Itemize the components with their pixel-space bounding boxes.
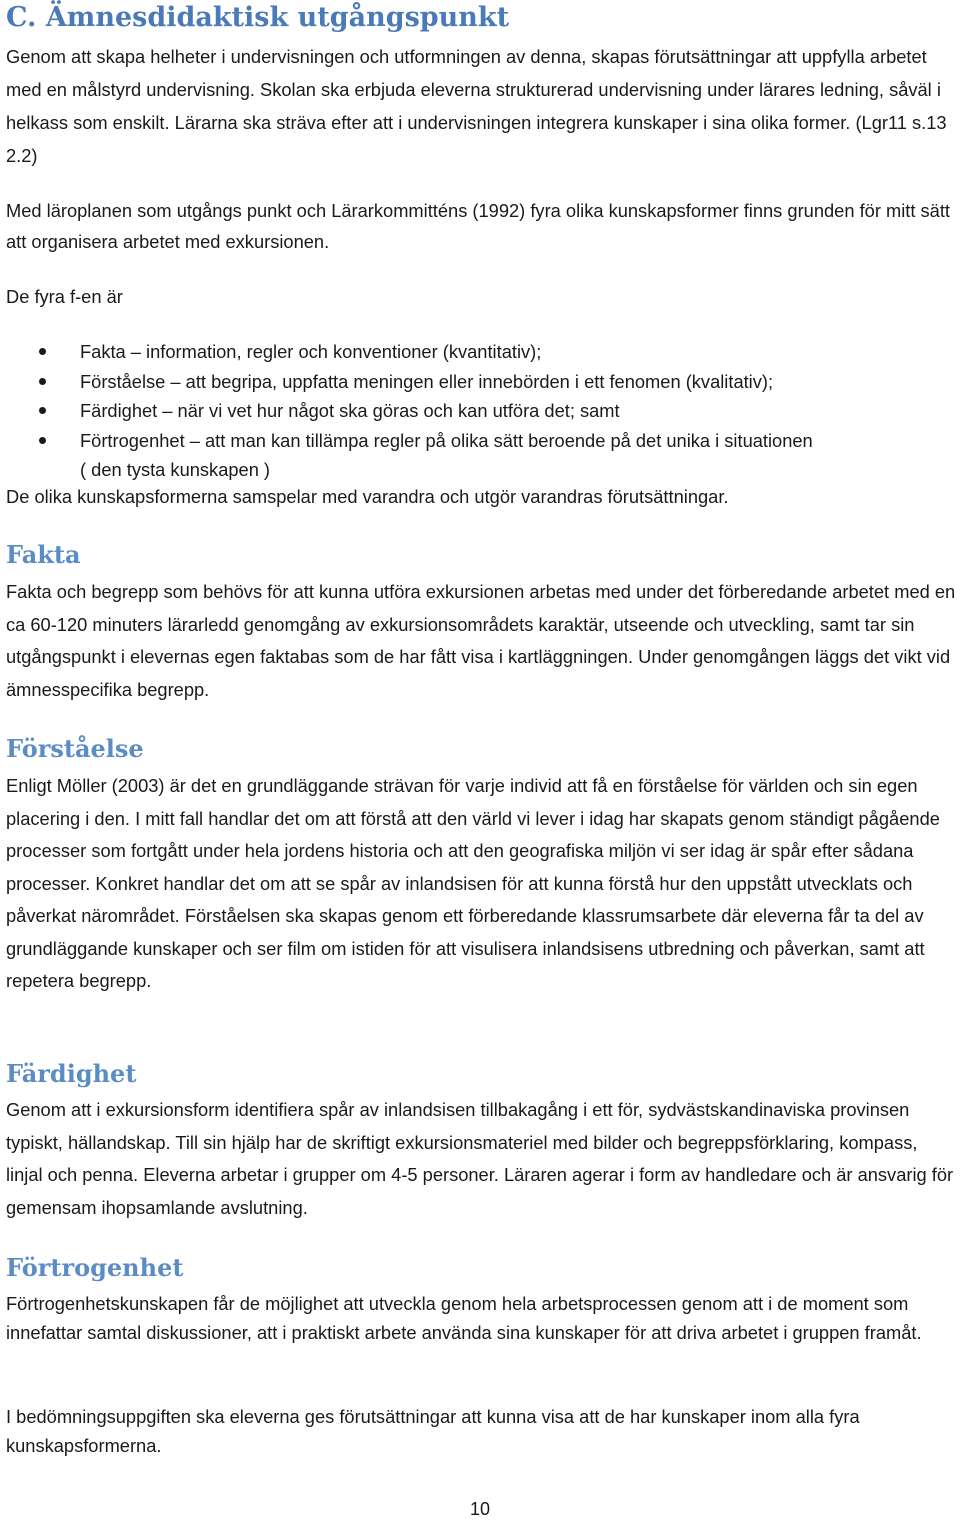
section-body-fortrogenhet: Förtrogenhetskunskapen får de möjlighet att utveckla genom hela arbetsprocessen genom att i de moment som innefattar samtal diskussioner, att i praktiskt arbete använda sina kunskaper för att driva arbetet i gruppen framåt. [6,1293,922,1343]
list-item [0,337,960,367]
bullet-icon [39,378,46,385]
list-item [0,396,960,426]
list-item-text: Fakta – information, regler och konventioner (kvantitativ); [80,341,542,362]
list-item [0,367,960,397]
curriculum-paragraph: Med läroplanen som utgångs punkt och Lärarkommitténs (1992) fyra olika kunskapsformer finns grunden för mitt sätt att organisera arbetet med exkursionen. [6,200,950,252]
bullet-icon [39,407,46,414]
section-title-fortrogenhet: Förtrogenhet [6,1253,184,1282]
list-item-text: Förtrogenhet – att man kan tillämpa regler på olika sätt beroende på det unika i situationen [80,429,813,451]
section-title-forstaelse: Förståelse [6,734,144,763]
section-body-fardighet: Genom att i exkursionsform identifiera spår av inlandsisen tillbakagång i ett för, sydvästskandinaviska provinsen typiskt, hällandskap. Till sin hjälp har de skriftigt exkursionsmateriel med bilder och begreppsförklaring, kompass, linjal och penna. Eleverna arbetar i grupper om 4-5 personer. Läraren agerar i form av handledare och är ansvarig för gemensam ihopsamlande avslutning. [6,1099,954,1218]
section-body-fakta: Fakta och begrepp som behövs för att kunna utföra exkursionen arbetas med under det förberedande arbetet med en ca 60-120 minuters lärarledd genomgång av exkursionsområdets karaktär, utseende och utveckling, samt tar sin utgångspunkt i elevernas egen faktabas som de har fått visa i kartläggningen. Under genomgången läggs det vikt vid ämnesspecifika begrepp. [6,581,956,700]
four-f-list [0,337,960,485]
list-item [0,426,960,485]
page-heading: C. Ämnesdidaktisk utgångspunkt [6,2,510,33]
list-item-text: Förståelse – att begripa, uppfatta meningen eller innebörden i ett fenomen (kvalitativ); [80,370,774,392]
bullet-icon [39,348,46,355]
list-item-text: Färdighet – när vi vet hur något ska göras och kan utföra det; samt [80,400,620,421]
four-f-intro: De fyra f-en är [6,286,123,307]
list-item-continuation: ( den tysta kunskapen ) [80,459,271,480]
intro-paragraph: Genom att skapa helheter i undervisningen och utformningen av denna, skapas förutsättningar att uppfylla arbetet med en målstyrd undervisning. Skolan ska erbjuda eleverna strukturerad undervisning under lärares ledning, såväl i helkass som enskilt. Lärarna ska sträva efter att i undervisningen integrera kunskaper i sina olika former. (Lgr11 s.13 2.2) [6,46,947,166]
page-number: 10 [469,1499,491,1519]
assessment-paragraph: I bedömningsuppgiften ska eleverna ges förutsättningar att kunna visa att de har kunskaper inom alla fyra kunskapsformerna. [6,1406,860,1456]
bullet-icon [39,437,46,444]
section-title-fakta: Fakta [6,540,81,569]
section-title-fardighet: Färdighet [6,1059,137,1088]
interplay-sentence: De olika kunskapsformerna samspelar med varandra och utgör varandras förutsättningar. [6,486,729,507]
section-body-forstaelse: Enligt Möller (2003) är det en grundläggande strävan för varje individ att få en förståelse för världen och sin egen placering i den. I mitt fall handlar det om att förstå att den värld vi lever i idag har skapats genom ständigt pågående processer som fortgått under hela jordens historia och att den geografiska miljön vi ser idag är spår efter sådana processer. Konkret handlar det om att se spår av inlandsisen för att kunna förstå hur den uppstått utvecklats och påverkat närområdet. Förståelsen ska skapas genom ett förberedande klassrumsarbete där eleverna får ta del av grundläggande kunskaper och ser film om istiden för att visulisera inlandsisens utbredning och påverkan, samt att repetera begrepp. [6,775,940,991]
